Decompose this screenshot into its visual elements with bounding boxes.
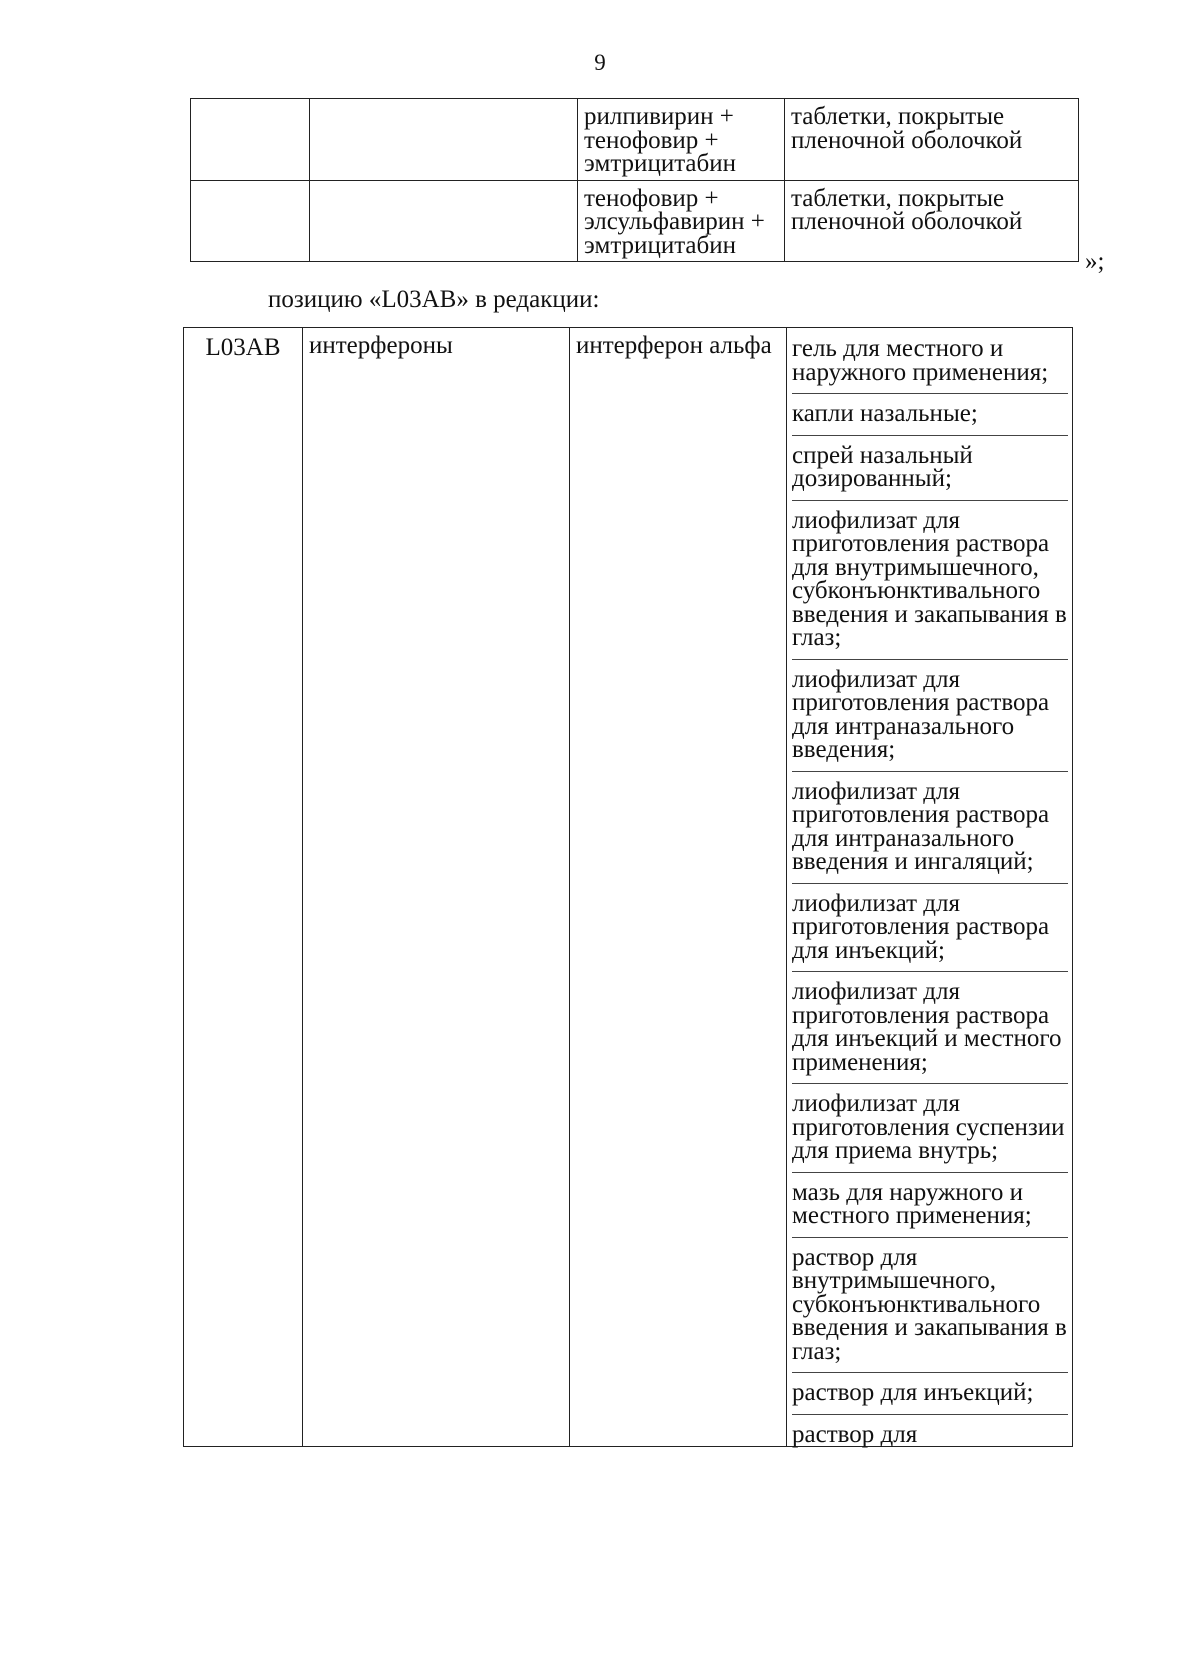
l03ab-table xyxy=(183,327,1073,1447)
page-number: 9 xyxy=(594,50,606,75)
dosage-forms-list xyxy=(787,328,1072,1446)
code-cell: L03AB xyxy=(184,328,303,1447)
dosage-form-item: раствор для xyxy=(792,1414,1068,1447)
continuation-table xyxy=(190,98,1079,262)
dosage-form-item: раствор для инъекций; xyxy=(792,1372,1068,1414)
dosage-form-item: раствор для внутримышечного, субконъюнктивального введения и закапывания в глаз; xyxy=(792,1237,1068,1373)
table-row xyxy=(191,99,1079,181)
code-cell xyxy=(191,99,310,181)
dosage-form-item: капли назальные; xyxy=(792,393,1068,435)
dosage-form-item: мазь для наружного и местного применения; xyxy=(792,1172,1068,1237)
table-row xyxy=(184,328,1073,1447)
group-cell xyxy=(310,180,578,262)
dosage-form-cell: таблетки, покрытые пленочной оболочкой xyxy=(785,99,1079,181)
dosage-forms-cell xyxy=(787,328,1073,1447)
group-cell xyxy=(310,99,578,181)
closing-quote: »; xyxy=(1085,248,1105,275)
substance-cell: рилпивирин + тенофовир + эмтрицитабин xyxy=(578,99,785,181)
group-cell: интерфероны xyxy=(303,328,570,1447)
dosage-form-cell: таблетки, покрытые пленочной оболочкой xyxy=(785,180,1079,262)
dosage-form-item: лиофилизат для приготовления раствора для интраназального введения; xyxy=(792,659,1068,771)
substance-cell: тенофовир + элсульфавирин + эмтрицитабин xyxy=(578,180,785,262)
intro-paragraph: позицию «L03AB» в редакции: xyxy=(268,286,600,313)
dosage-form-item: гель для местного и наружного применения; xyxy=(792,335,1049,386)
dosage-form-item: спрей назальный дозированный; xyxy=(792,435,1068,500)
dosage-form-item: лиофилизат для приготовления суспензии для приема внутрь; xyxy=(792,1083,1068,1172)
code-cell xyxy=(191,180,310,262)
dosage-form-item: лиофилизат для приготовления раствора для инъекций и местного применения; xyxy=(792,971,1068,1083)
dosage-form-item: лиофилизат для приготовления раствора для интраназального введения и ингаляций; xyxy=(792,771,1068,883)
table-row xyxy=(191,180,1079,262)
substance-cell: интерферон альфа xyxy=(570,328,787,1447)
dosage-form-item: лиофилизат для приготовления раствора для инъекций; xyxy=(792,883,1068,972)
dosage-form-item: лиофилизат для приготовления раствора для внутримышечного, субконъюнктивального введения и закапывания в глаз; xyxy=(792,500,1068,659)
